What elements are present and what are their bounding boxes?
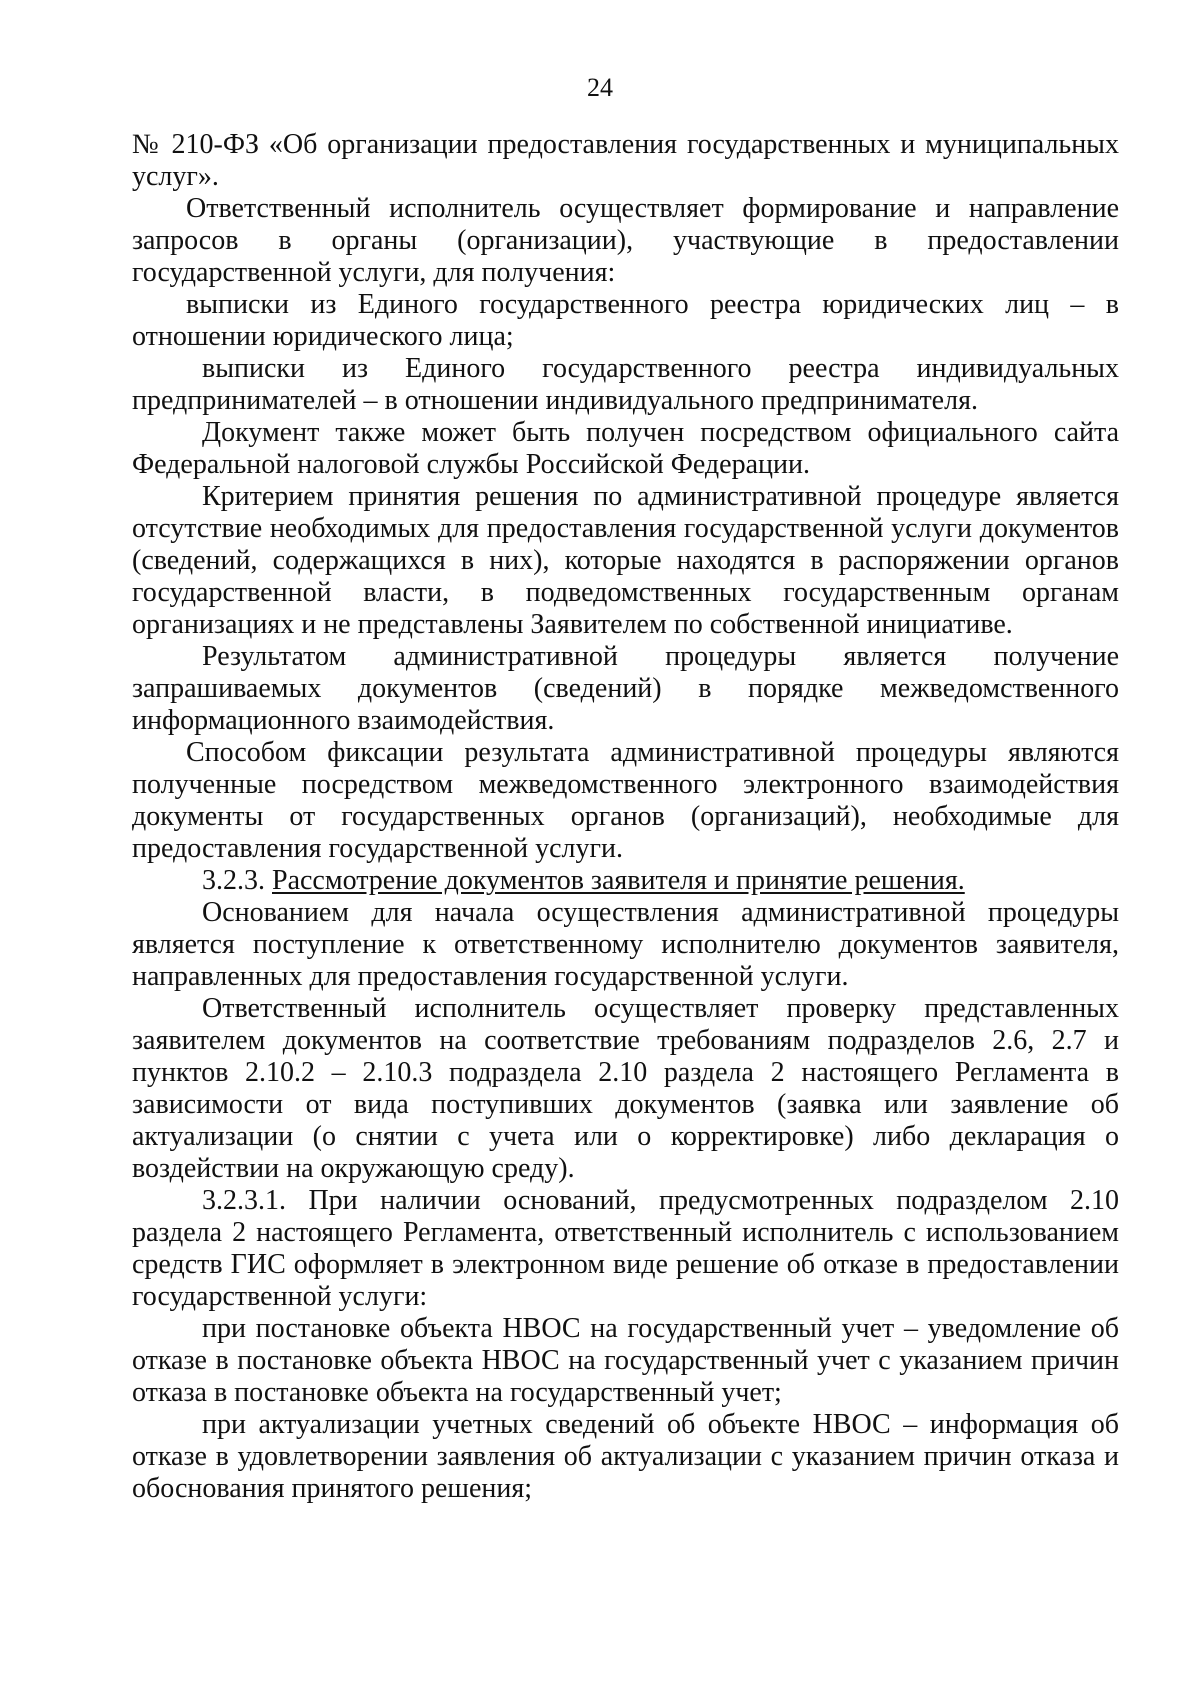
paragraph: Ответственный исполнитель осуществляет проверку представленных заявителем документов на соответствие требованиям подразделов 2.6, 2.7 и пунктов 2.10.2 – 2.10.3 подраздела 2.10 раздела 2 настоящего Регламента в зависимости от вида поступивших документов (заявка или заявление об актуализации (о снятии с учета или о корректировке) либо декларация о воздействии на окружающую среду). xyxy=(132,993,1119,1184)
section-heading xyxy=(132,865,1119,897)
paragraph: Критерием принятия решения по административной процедуре является отсутствие необходимых для предоставления государственной услуги документов (сведений, содержащихся в них), которые находятся в распоряжении органов государственной власти, в подведомственных государственным органам организациях и не представлены Заявителем по собственной инициативе. xyxy=(132,481,1119,640)
paragraph: № 210-ФЗ «Об организации предоставления государственных и муниципальных услуг». xyxy=(132,129,1119,192)
paragraph: Способом фиксации результата административной процедуры являются полученные посредством межведомственного электронного взаимодействия документы от государственных органов (организаций), необходимые для предоставления государственной услуги. xyxy=(132,737,1119,864)
paragraph: Ответственный исполнитель осуществляет формирование и направление запросов в органы (организации), участвующие в предоставлении государственной услуги, для получения: xyxy=(132,193,1119,288)
list-item: при постановке объекта НВОС на государственный учет – уведомление об отказе в постановке объекта НВОС на государственный учет с указанием причин отказа в постановке объекта на государственный учет; xyxy=(132,1313,1119,1408)
paragraph: 3.2.3.1. При наличии оснований, предусмотренных подразделом 2.10 раздела 2 настоящего Регламента, ответственный исполнитель с использованием средств ГИС оформляет в электронном виде решение об отказе в предоставлении государственной услуги: xyxy=(132,1185,1119,1312)
list-item: при актуализации учетных сведений об объекте НВОС – информация об отказе в удовлетворении заявления об актуализации с указанием причин отказа и обоснования принятого решения; xyxy=(132,1409,1119,1504)
section-number: 3.2.3. xyxy=(202,865,265,896)
paragraph: Результатом административной процедуры является получение запрашиваемых документов (сведений) в порядке межведомственного информационного взаимодействия. xyxy=(132,641,1119,736)
document-body xyxy=(132,129,1119,1505)
list-item: выписки из Единого государственного реестра юридических лиц – в отношении юридического лица; xyxy=(132,289,1119,352)
page-number: 24 xyxy=(587,73,613,102)
paragraph: Документ также может быть получен посредством официального сайта Федеральной налоговой службы Российской Федерации. xyxy=(132,417,1119,480)
section-title: Рассмотрение документов заявителя и принятие решения. xyxy=(272,865,965,896)
paragraph: Основанием для начала осуществления административной процедуры является поступление к ответственному исполнителю документов заявителя, направленных для предоставления государственной услуги. xyxy=(132,897,1119,992)
list-item: выписки из Единого государственного реестра индивидуальных предпринимателей – в отношении индивидуального предпринимателя. xyxy=(132,353,1119,416)
